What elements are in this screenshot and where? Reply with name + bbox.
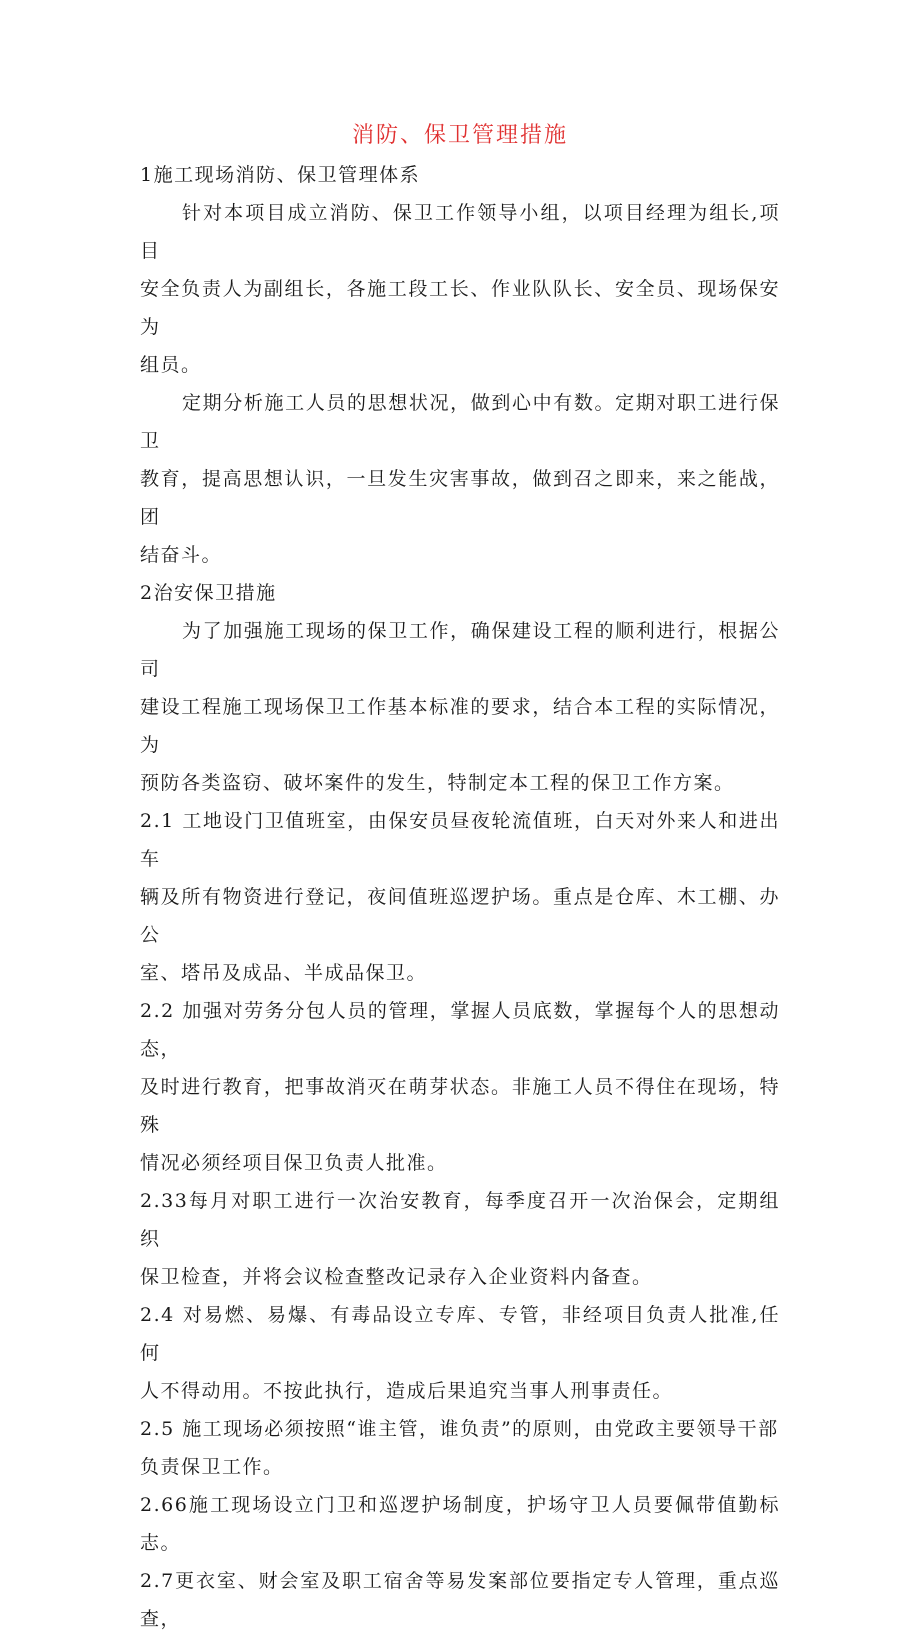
text-line: 2.4 对易燃、易爆、有毒品设立专库、专管，非经项目负责人批准,任何 [140, 1304, 780, 1364]
text-line: 2.33每月对职工进行一次治安教育，每季度召开一次治保会，定期组织 [140, 1190, 780, 1250]
document-title: 消防、保卫管理措施 [351, 123, 568, 148]
list-item-2-6 [140, 1486, 780, 1562]
section-heading-1: 1施工现场消防、保卫管理体系 [140, 164, 421, 186]
list-item-2-5 [140, 1410, 780, 1486]
text-line: 人不得动用。不按此执行，造成后果追究当事人刑事责任。 [140, 1380, 674, 1402]
text-line: 为了加强施工现场的保卫工作，确保建设工程的顺利进行，根据公司 [140, 620, 780, 680]
text-line: 组员。 [140, 354, 202, 376]
list-item-2-3 [140, 1182, 780, 1296]
text-line: 室、塔吊及成品、半成品保卫。 [140, 962, 428, 984]
list-item-2-2 [140, 992, 780, 1182]
document-body [140, 156, 780, 1638]
text-line: 情况必须经项目保卫负责人批准。 [140, 1152, 448, 1174]
text-line: 教育，提高思想认识，一旦发生灾害事故，做到召之即来，来之能战，团 [140, 468, 780, 528]
text-line: 安全负责人为副组长，各施工段工长、作业队队长、安全员、现场保安为 [140, 278, 780, 338]
text-line: 负责保卫工作。 [140, 1456, 284, 1478]
paragraph-staff-education [140, 384, 780, 574]
text-line: 针对本项目成立消防、保卫工作领导小组，以项目经理为组长,项目 [140, 202, 780, 262]
paragraph-leadership-group [140, 194, 780, 384]
text-line: 2.1 工地设门卫值班室，由保安员昼夜轮流值班，白天对外来人和进出车 [140, 810, 780, 870]
text-line: 结奋斗。 [140, 544, 223, 566]
text-line: 2.7更衣室、财会室及职工宿舍等易发案部位要指定专人管理，重点巡查， [140, 1570, 780, 1630]
text-line: 预防各类盗窃、破坏案件的发生，特制定本工程的保卫工作方案。 [140, 772, 735, 794]
text-line: 及时进行教育，把事故消灭在萌芽状态。非施工人员不得住在现场，特殊 [140, 1076, 780, 1136]
paragraph-security-plan [140, 612, 780, 802]
list-item-2-1 [140, 802, 780, 992]
text-line: 2.5 施工现场必须按照“谁主管，谁负责”的原则，由党政主要领导干部 [140, 1418, 779, 1440]
text-line: 2.2 加强对劳务分包人员的管理，掌握人员底数，掌握每个人的思想动态， [140, 1000, 780, 1060]
text-line: 建设工程施工现场保卫工作基本标准的要求，结合本工程的实际情况，为 [140, 696, 780, 756]
text-line: 辆及所有物资进行登记，夜间值班巡逻护场。重点是仓库、木工棚、办公 [140, 886, 780, 946]
text-line: 定期分析施工人员的思想状况，做到心中有数。定期对职工进行保卫 [140, 392, 780, 452]
text-line: 2.66施工现场设立门卫和巡逻护场制度，护场守卫人员要佩带值勤标志。 [140, 1494, 780, 1554]
list-item-2-7 [140, 1562, 780, 1638]
list-item-2-4 [140, 1296, 780, 1410]
text-line: 保卫检查，并将会议检查整改记录存入企业资料内备查。 [140, 1266, 653, 1288]
section-heading-2: 2治安保卫措施 [140, 582, 277, 604]
